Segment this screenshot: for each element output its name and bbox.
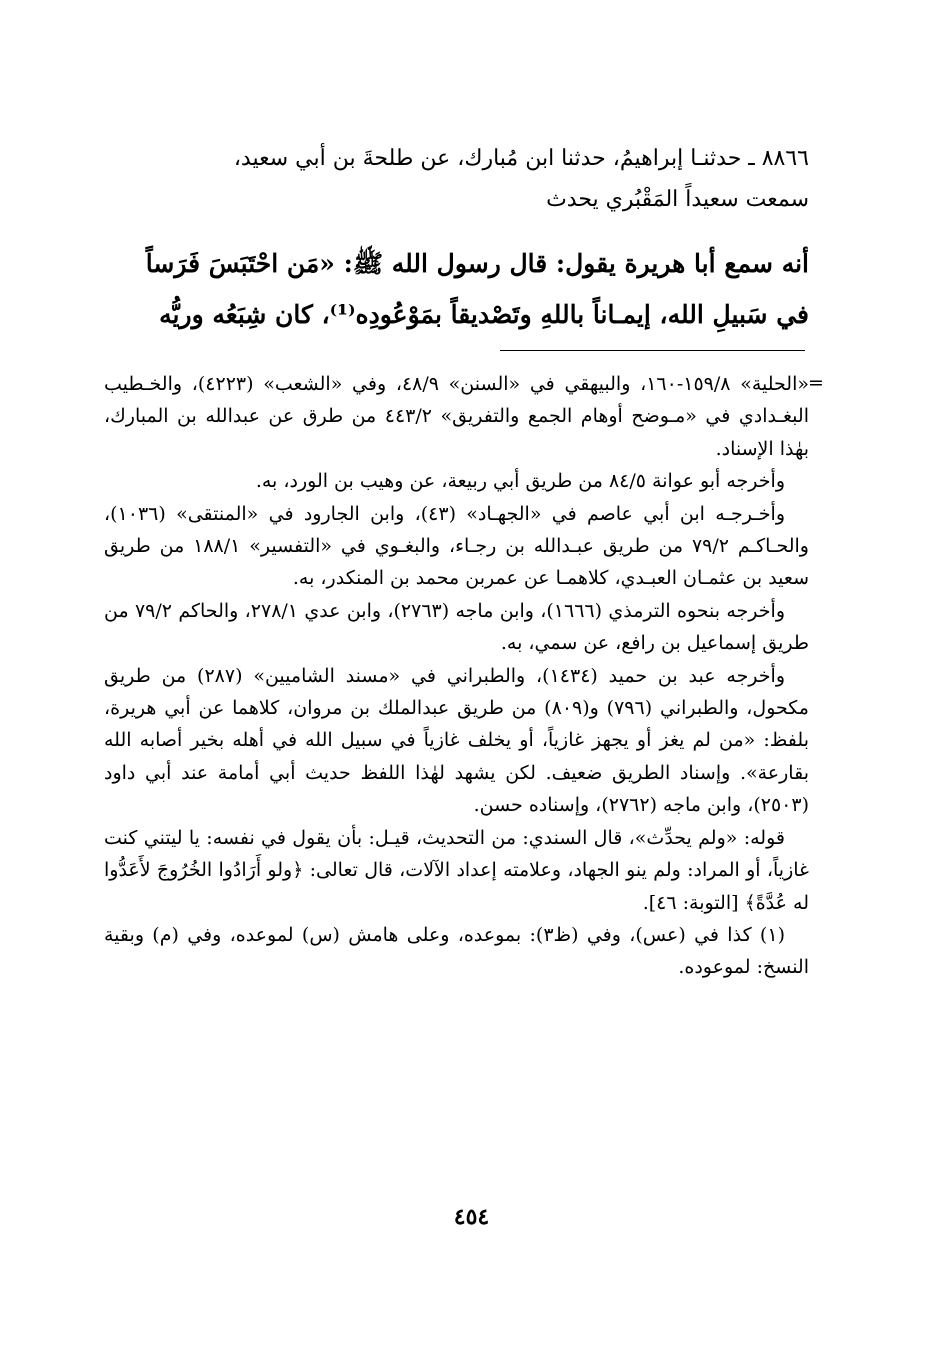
footnote-paragraph: قوله: «ولم يحدِّث»، قال السندي: من التحديث، قيـل: بأن يقول في نفسه: يا ليتني كنت غازياً، أو المراد: ولم ينو الجهاد، وعلامته إعداد الآلات، قال تعالى: ﴿ولو أَرَادُوا الخُرُوجَ لأَعَدُّوا له عُدَّةً﴾ [التوبة: ٤٦]. [104,826,809,914]
matn-line: أنه سمع أبا هريرة يقول: قال رسول الله ﷺ: «مَن احْتَبَسَ فَرَساً [145,249,809,278]
footnote-paragraph: وأخرجه عبد بن حميد (١٤٣٤)، والطبراني في «مسند الشاميين» (٢٨٧) من طريق مكحول، والطبراني (٧٩٦) و(٨٠٩) من طريق عبدالملك بن مروان، كلاهما عن أبي هريرة، بلفظ: «من لم يغز أو يجهز غازياً، أو يخلف غازياً في سبيل الله في أهله بخير أصابه الله بقارعة». وإسناد الطريق ضعيف. لكن يشهد لهٰذا اللفظ حديث أبي أمامة عند أبي داود (٢٥٠٣)، وابن ماجه (٢٧٦٢)، وإسناده حسن. [104,664,809,817]
footnote-divider [500,350,805,351]
hadith-matn [104,238,809,340]
footnote-paragraph: «الحلية» ١٥٩/٨-١٦٠، والبيهقي في «السنن» ٤٨/٩، وفي «الشعب» (٤٢٢٣)، والخـطيب البغـدادي في «مـوضح أوهام الجمع والتفريق» ٤٤٣/٢ من طرق عن عبدالله بن المبارك، بهٰذا الإسناد. [104,373,809,460]
isnad-line: سمعت سعيداً المَقْبُري يحدث [546,187,809,212]
isnad-line: ٨٨٦٦ ـ حدثنـا إبراهيمُ، حدثنا ابن مُبارك، عن طلحةَ بن أبي سعيد، [233,146,809,171]
hadith-isnad [104,138,809,220]
footnote-paragraph: (١) كذا في (عس)، وفي (ظ٣): بموعده، وعلى هامش (س) لموعده، وفي (م) وبقية النسخ: لموعوده. [104,923,809,979]
footnote-paragraph: وأخـرجـه ابن أبي عاصم في «الجهـاد» (٤٣)، وابن الجارود في «المنتقى» (١٠٣٦)، والحـاكـم ٧٩/٢ من طريق عبـدالله بن رجـاء، والبغـوي في «التفسير» ١٨٨/١ من طريق سعيد بن عثمـان العبـدي، كلاهمـا عن عمربن محمد بن المنكدر، به. [104,502,809,590]
footnote-paragraph: وأخرجه بنحوه الترمذي (١٦٦٦)، وابن ماجه (٢٧٦٣)، وابن عدي ٢٧٨/١، والحاكم ٧٩/٢ من طريق إسماعيل بن رافع، عن سمي، به. [104,599,809,655]
page-number: ٤٥٤ [453,1204,490,1230]
footnote-paragraph: وأخرجه أبو عوانة ٨٤/٥ من طريق أبي ربيعة، عن وهيب بن الورد، به. [255,470,785,493]
footnotes [104,368,809,984]
matn-line: في سَبيلِ الله، إيمـاناً باللهِ وتَصْديقاً بمَوْعُودِه⁽¹⁾، كان شِبَعُه وريُّه [159,300,809,329]
continuation-mark: = [808,372,824,394]
